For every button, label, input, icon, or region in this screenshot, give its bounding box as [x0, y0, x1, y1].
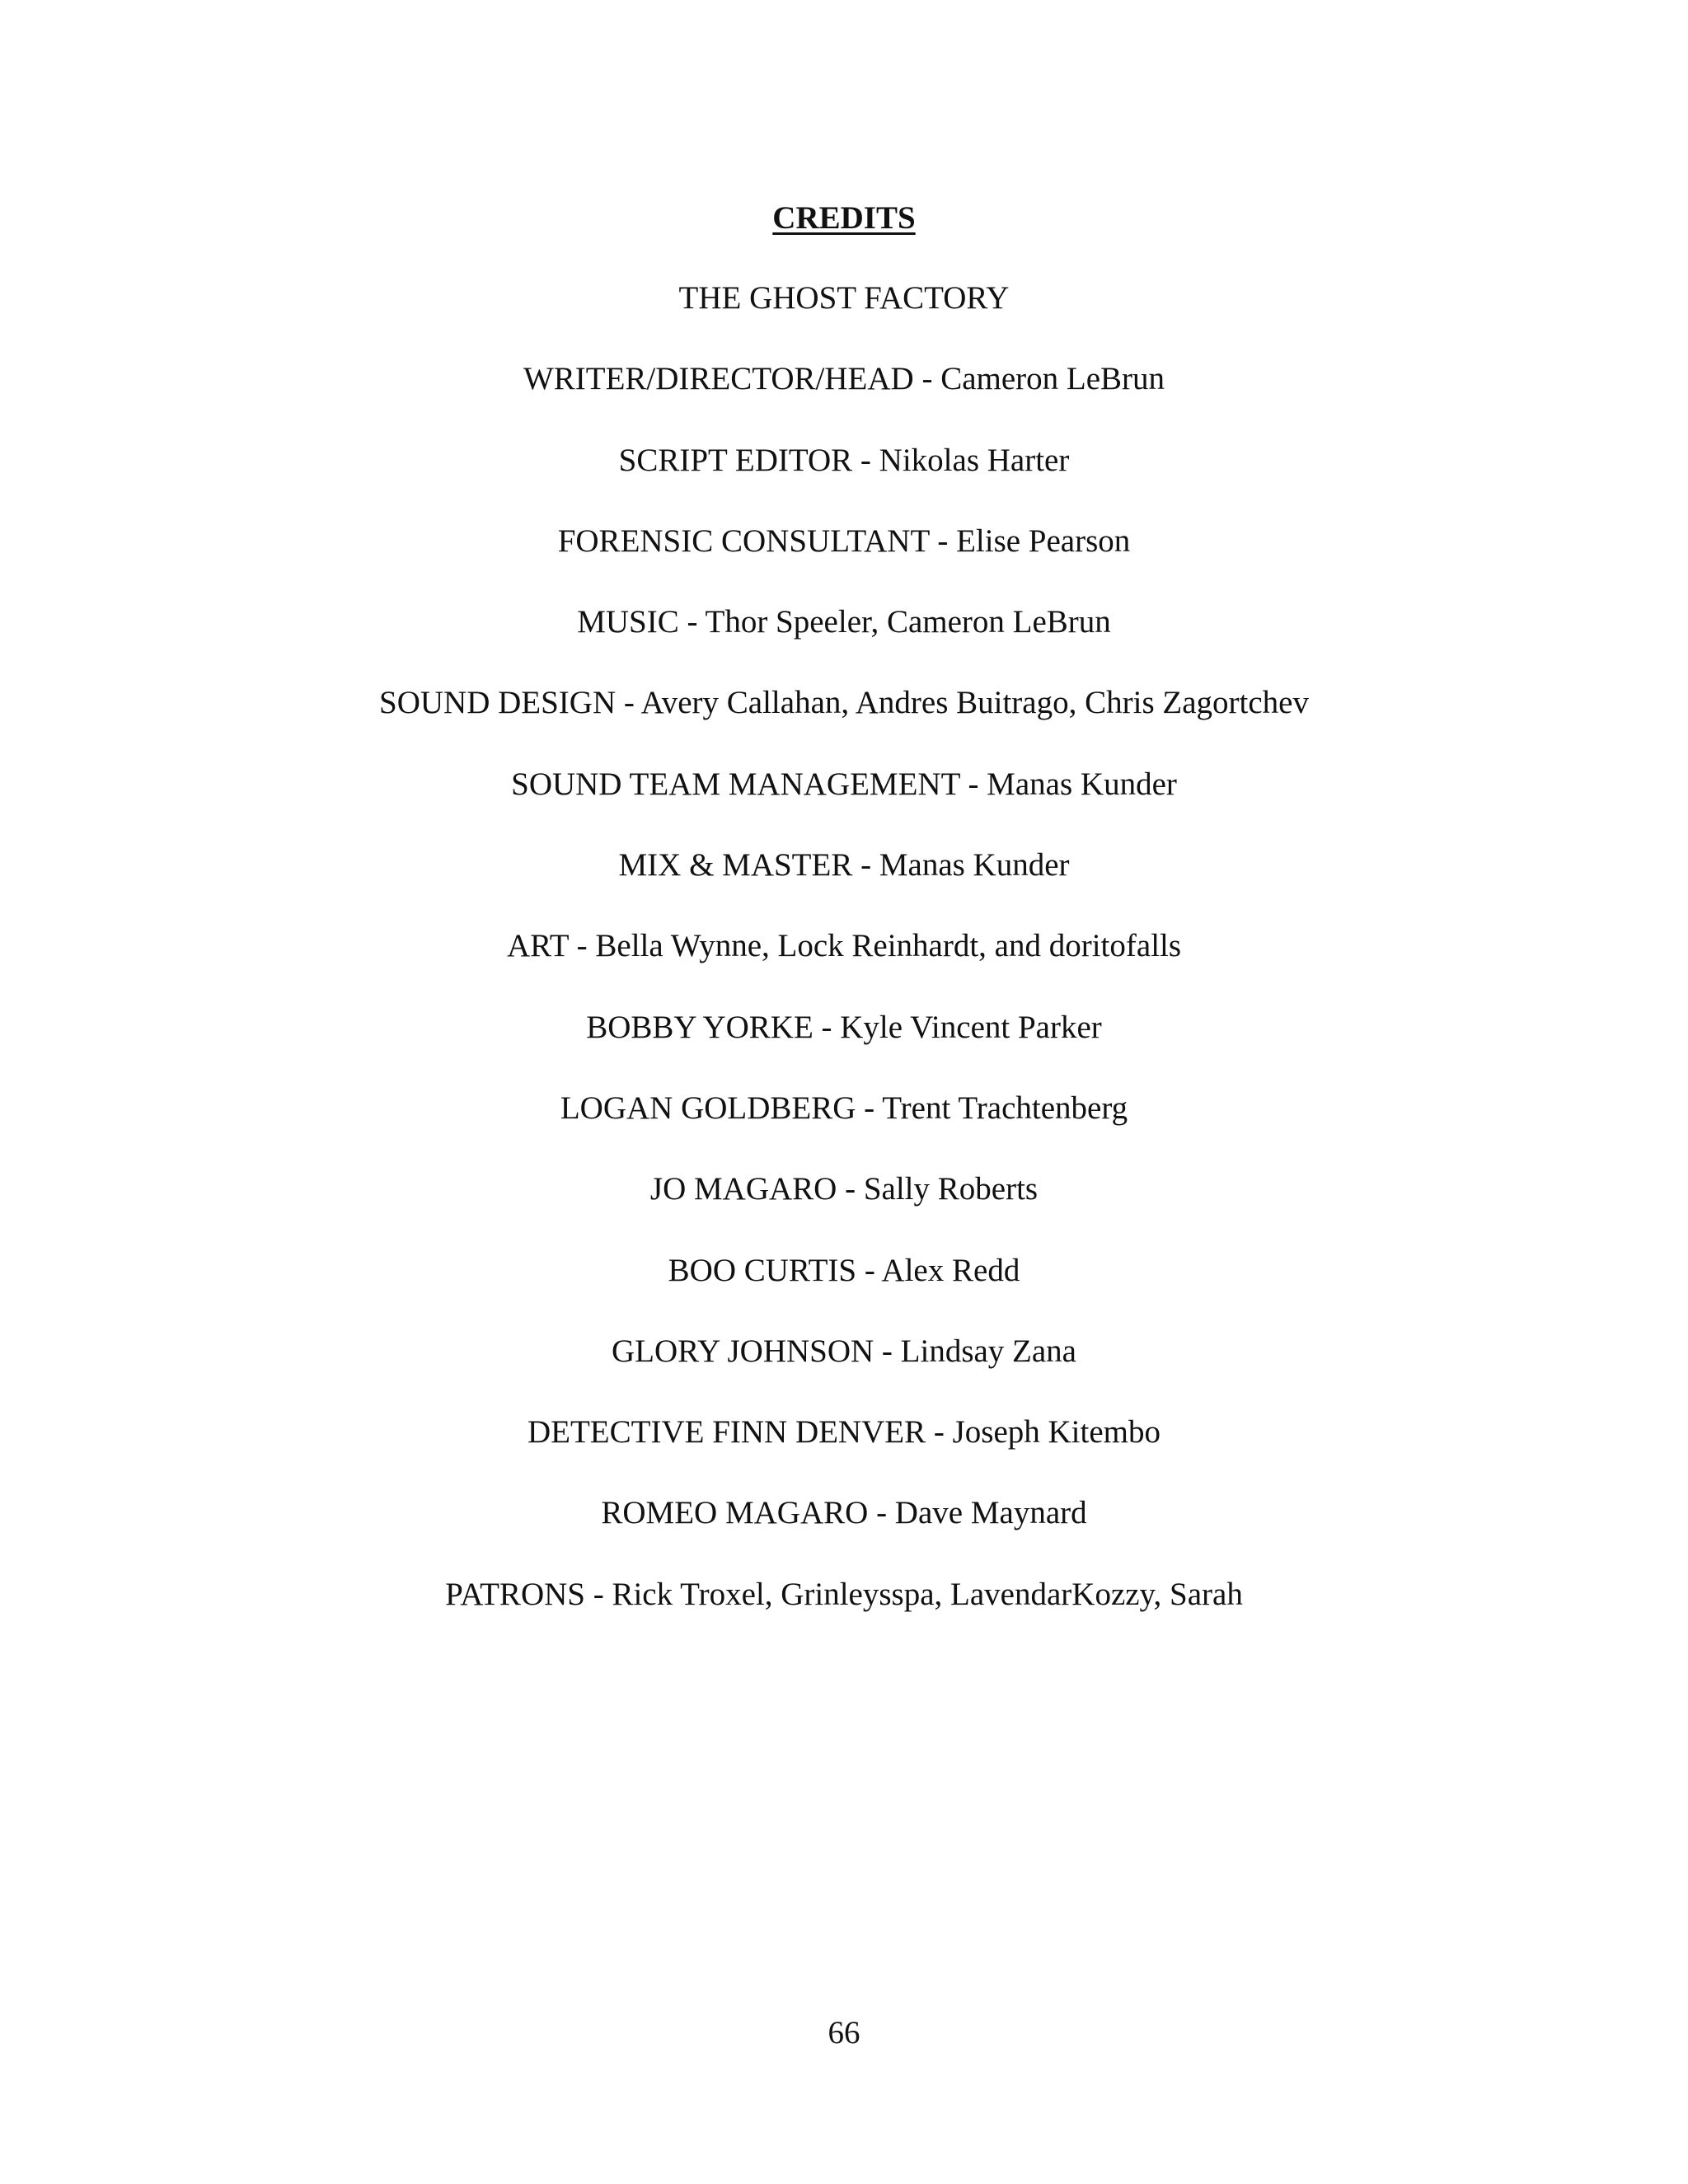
credit-line: BOBBY YORKE - Kyle Vincent Parker — [586, 1009, 1102, 1045]
credit-line: MIX & MASTER - Manas Kunder — [618, 847, 1070, 883]
credit-line: GLORY JOHNSON - Lindsay Zana — [612, 1333, 1076, 1369]
credit-line: FORENSIC CONSULTANT - Elise Pearson — [557, 523, 1131, 559]
credit-line: BOO CURTIS - Alex Redd — [668, 1252, 1020, 1288]
credit-line: DETECTIVE FINN DENVER - Joseph Kitembo — [528, 1414, 1160, 1451]
credit-line: ART - Bella Wynne, Lock Reinhardt, and doritofalls — [506, 928, 1182, 964]
credits-list — [0, 278, 1688, 1655]
page-number: 66 — [828, 2015, 860, 2050]
credits-heading: CREDITS — [772, 200, 916, 236]
credit-line: WRITER/DIRECTOR/HEAD - Cameron LeBrun — [523, 361, 1165, 397]
credit-line: MUSIC - Thor Speeler, Cameron LeBrun — [577, 604, 1111, 640]
credit-line: SCRIPT EDITOR - Nikolas Harter — [618, 442, 1070, 478]
credit-line: SOUND DESIGN - Avery Callahan, Andres Buitrago, Chris Zagortchev — [379, 685, 1309, 721]
credit-line: PATRONS - Rick Troxel, Grinleysspa, LavendarKozzy, Sarah — [445, 1576, 1243, 1612]
credit-line: JO MAGARO - Sally Roberts — [649, 1171, 1039, 1207]
credit-line: THE GHOST FACTORY — [678, 280, 1010, 316]
credit-line: SOUND TEAM MANAGEMENT - Manas Kunder — [511, 766, 1177, 802]
credit-line: ROMEO MAGARO - Dave Maynard — [601, 1495, 1087, 1531]
credit-line: LOGAN GOLDBERG - Trent Trachtenberg — [560, 1090, 1128, 1126]
